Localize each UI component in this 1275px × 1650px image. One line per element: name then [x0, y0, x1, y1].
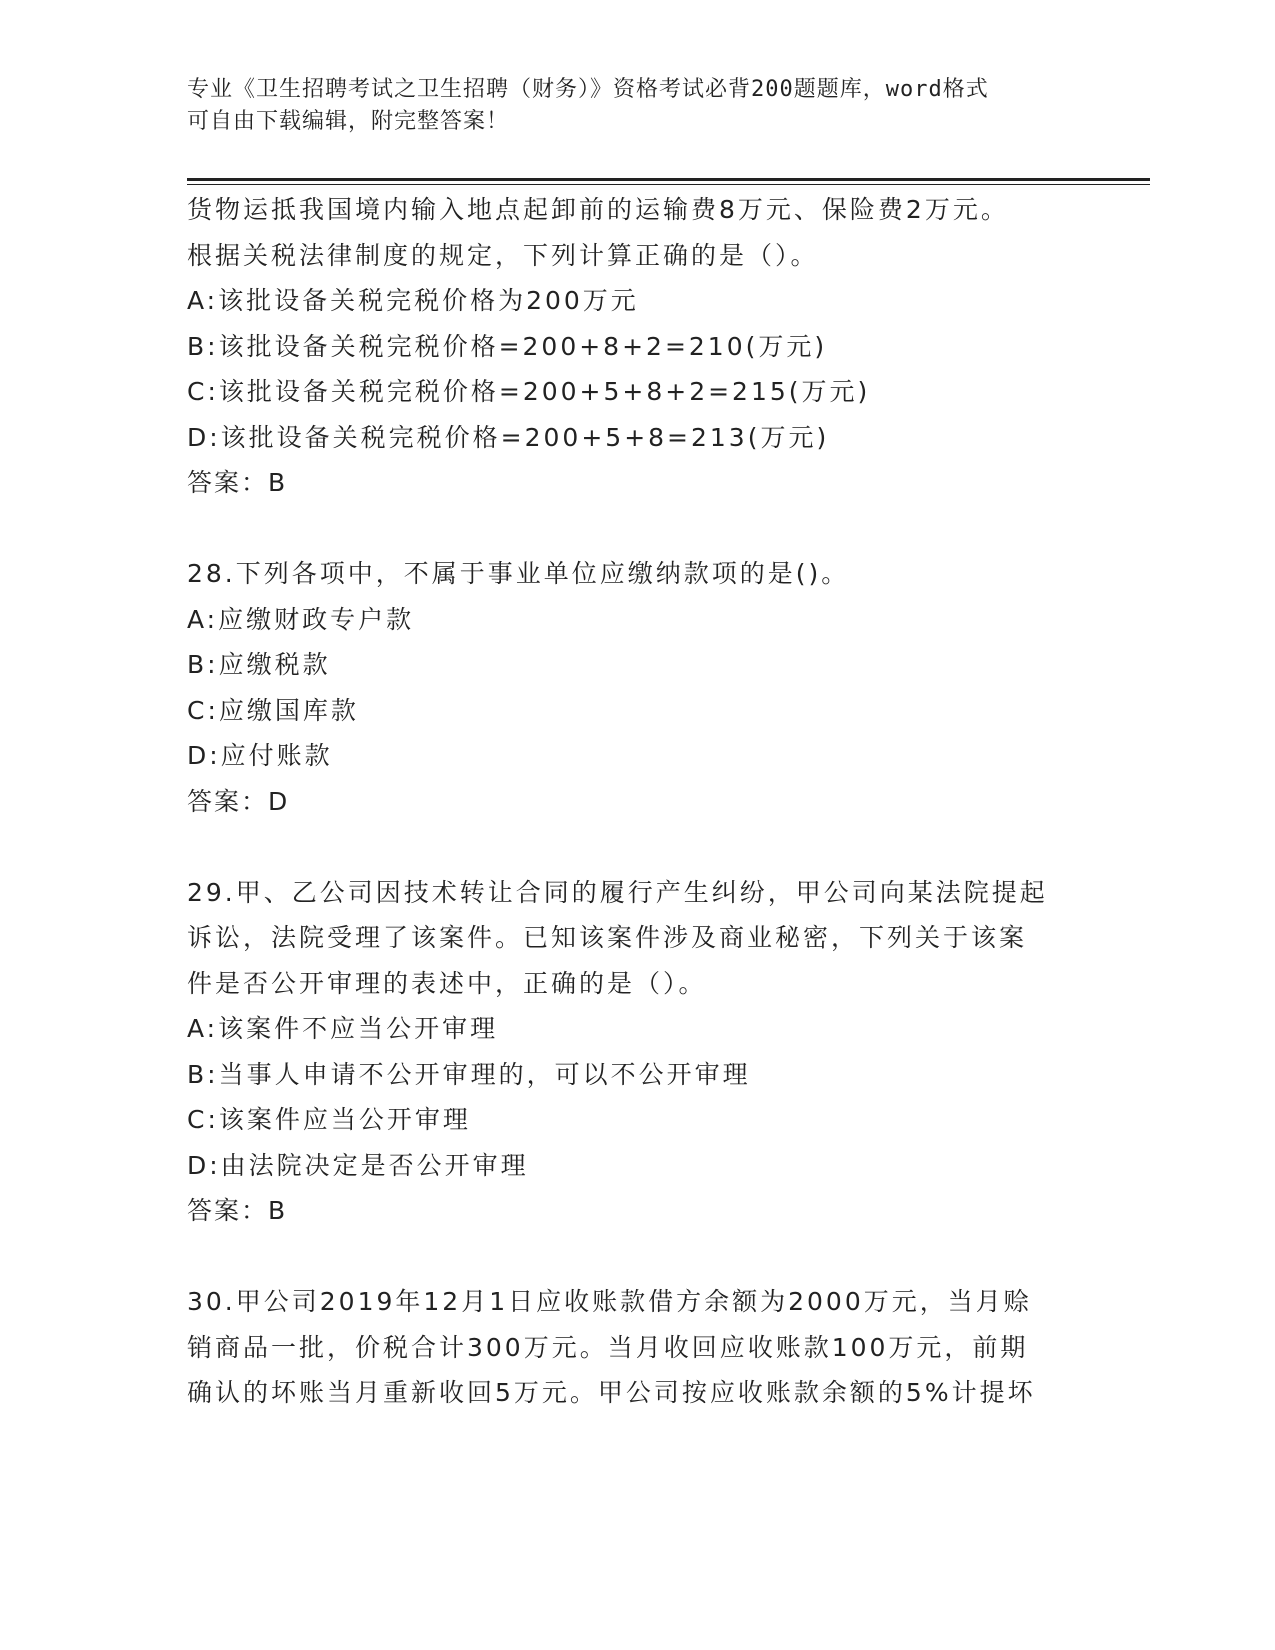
question-block	[187, 551, 1087, 824]
option-d: D:该批设备关税完税价格=200+5+8=213(万元)	[187, 422, 830, 452]
document-body	[187, 187, 1087, 1416]
option-d: D:由法院决定是否公开审理	[187, 1150, 529, 1180]
option-c: C:该案件应当公开审理	[187, 1105, 471, 1134]
question-stem: 诉讼，法院受理了该案件。已知该案件涉及商业秘密，下列关于该案	[187, 923, 1028, 952]
option-c: C:该批设备关税完税价格=200+5+8+2=215(万元)	[187, 377, 871, 406]
option-d: D:应付账款	[187, 741, 333, 770]
header-title-line-1: 专业《卫生招聘考试之卫生招聘（财务）》资格考试必背200题题库，word格式	[187, 77, 989, 102]
question-stem: 确认的坏账当月重新收回5万元。甲公司按应收账款余额的5%计提坏	[187, 1378, 1036, 1407]
answer-line: 答案：D	[187, 786, 290, 816]
answer-line: 答案：B	[187, 468, 288, 497]
answer-line: 答案：B	[187, 1196, 288, 1225]
document-header	[187, 74, 1067, 138]
header-rule-thin	[187, 184, 1150, 185]
question-stem: 28.下列各项中，不属于事业单位应缴纳款项的是()。	[187, 559, 850, 588]
question-stem: 30.甲公司2019年12月1日应收账款借方余额为2000万元，当月赊	[187, 1287, 1032, 1316]
option-a: A:该批设备关税完税价格为200万元	[187, 286, 639, 315]
option-c: C:应缴国库款	[187, 695, 359, 725]
option-b: B:应缴税款	[187, 650, 331, 679]
question-stem: 件是否公开审理的表述中，正确的是（）。	[187, 968, 707, 998]
option-b: B:当事人申请不公开审理的，可以不公开审理	[187, 1059, 751, 1089]
question-block	[187, 187, 1087, 506]
question-stem: 销商品一批，价税合计300万元。当月收回应收账款100万元，前期	[187, 1332, 1029, 1362]
question-block	[187, 870, 1087, 1234]
header-title-line-2: 可自由下载编辑，附完整答案！	[187, 109, 510, 134]
question-stem: 29.甲、乙公司因技术转让合同的履行产生纠纷，甲公司向某法院提起	[187, 877, 1048, 907]
option-a: A:该案件不应当公开审理	[187, 1014, 499, 1043]
question-stem: 根据关税法律制度的规定，下列计算正确的是（）。	[187, 240, 819, 270]
option-a: A:应缴财政专户款	[187, 604, 415, 634]
question-stem: 货物运抵我国境内输入地点起卸前的运输费8万元、保险费2万元。	[187, 195, 1009, 224]
option-b: B:该批设备关税完税价格=200+8+2=210(万元)	[187, 331, 828, 361]
header-rule-thick	[187, 178, 1150, 181]
question-block	[187, 1279, 1087, 1416]
